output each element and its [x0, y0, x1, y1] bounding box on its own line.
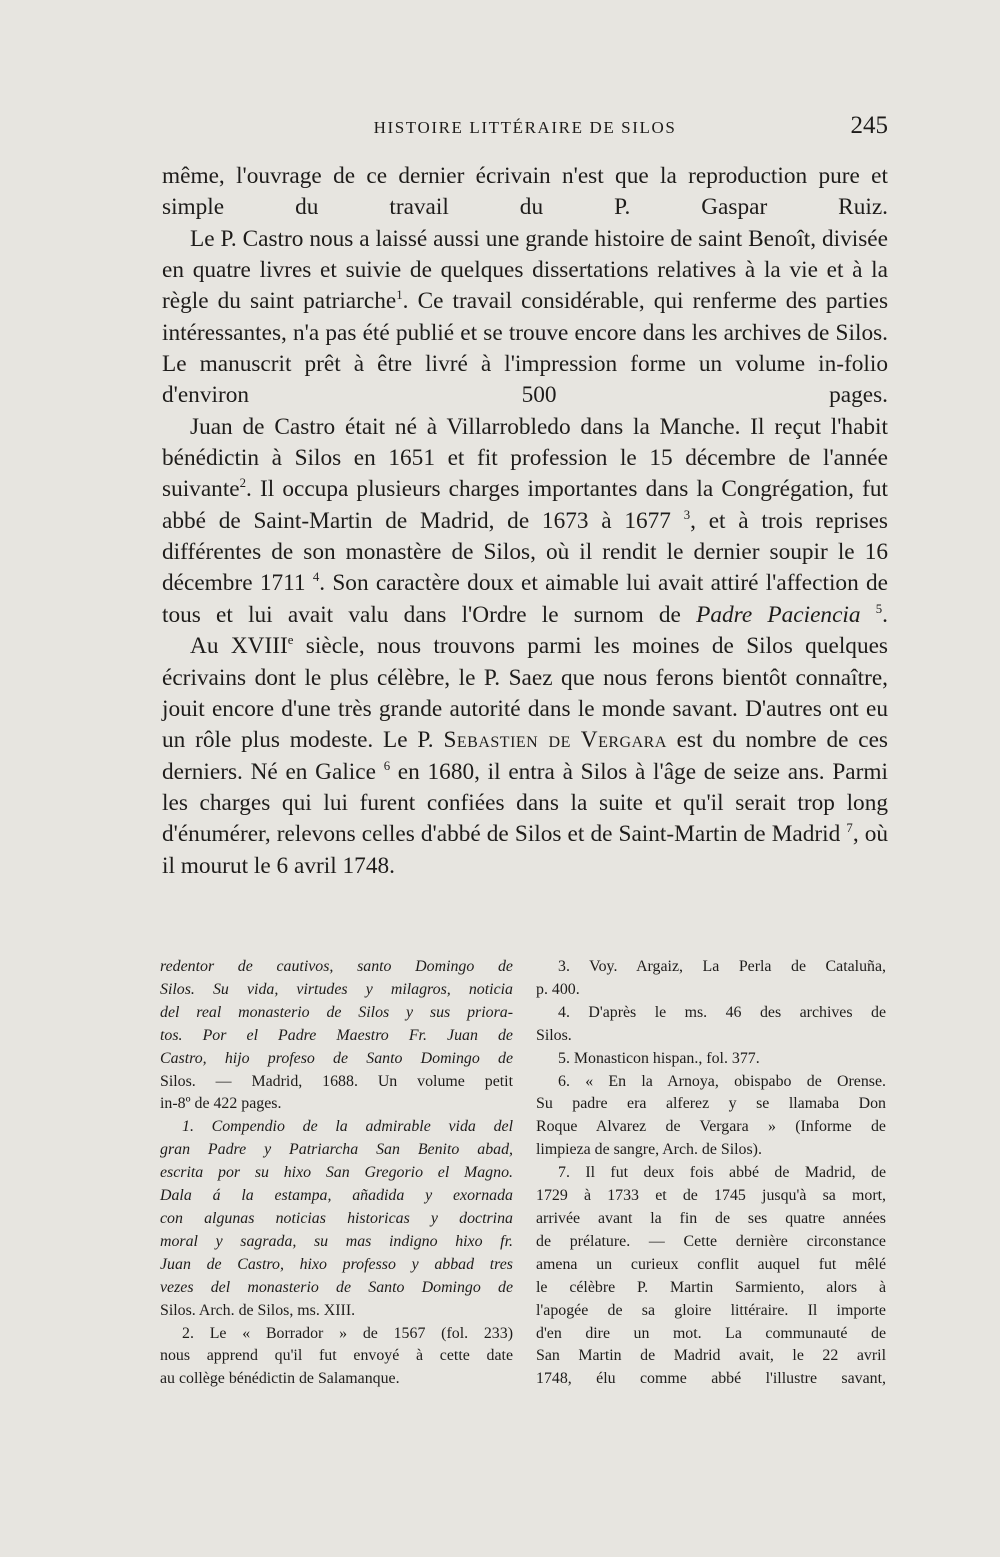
footnote-text: Silos. Su vida, virtudes y milagros, noticia: [160, 980, 513, 998]
text-run: .: [882, 601, 888, 628]
footnote-line: [160, 1002, 513, 1025]
footnote-line: 1729 à 1733 et de 1745 jusqu'à sa mort,: [536, 1187, 886, 1205]
footnote-text: Castro, hijo profeso de Santo Domingo de: [160, 1049, 513, 1067]
footnote-line: Silos. Arch. de Silos, ms. XIII.: [160, 1301, 356, 1319]
footnote-line: Roque Alvarez de Vergara » (Informe de: [536, 1118, 886, 1136]
footnote-line: [160, 1025, 513, 1048]
paragraph-1: [162, 161, 888, 224]
footnote-ref-4[interactable]: 4: [312, 570, 320, 585]
text-run: Juan de Castro était né à Villarrobledo dans la Manche. Il reçut l'habit bénédictin à Silos en 1651 et fit profession le 15 décembre de l'année suivante: [162, 413, 888, 503]
running-title: HISTOIRE LITTÉRAIRE DE SILOS: [373, 118, 677, 137]
footnote-text: escrita por su hixo San Gregorio el Magno.: [160, 1164, 513, 1182]
footnote-line: San Martin de Madrid avait, le 22 avril: [536, 1347, 886, 1365]
footnote-line: [160, 1208, 513, 1231]
footnote-ref-2[interactable]: 2: [239, 476, 247, 491]
footnote-line: [160, 1254, 513, 1277]
footnote-3: 3. Voy. Argaiz, La Perla de Cataluña,: [558, 958, 886, 975]
footnote-ref-6[interactable]: 6: [383, 758, 391, 773]
page-number: 245: [850, 112, 888, 139]
footnote-ref-7[interactable]: 7: [846, 821, 853, 836]
main-text: [162, 161, 888, 882]
footnote-text: tos. Por el Padre Maestro Fr. Juan de: [160, 1026, 513, 1044]
footnote-text: moral y sagrada, su mas indigno hixo fr.: [160, 1232, 513, 1250]
footnote-line: [160, 1048, 513, 1071]
footnote-line: au collège bénédictin de Salamanque.: [160, 1370, 400, 1388]
footnotes-left-column: [160, 956, 513, 1391]
footnote-5: 5. Monasticon hispan., fol. 377.: [558, 1049, 760, 1067]
paragraph-1-text: même, l'ouvrage de ce dernier écrivain n'est que la reproduction pure et simple du travail du P. Gaspar Ruiz.: [162, 163, 888, 221]
footnote-ref-3[interactable]: 3: [683, 507, 691, 522]
paragraph-3: [162, 412, 888, 631]
footnote-4: 4. D'après le ms. 46 des archives de: [558, 1003, 886, 1021]
footnotes-right-column: [536, 956, 886, 1391]
text-run: siècle, nous trouvons parmi les moines de Silos quelques écrivains dont le plus célèbre, le P. Saez que nous ferons bientôt connaître, jouit encore d'une très grande autorité dans le monde savant. D'autres ont eu un rôle plus modeste. Le P.: [162, 633, 888, 754]
footnote-line: in-8º de 422 pages.: [160, 1095, 282, 1113]
footnote-text: gran Padre y Patriarcha San Benito abad,: [160, 1141, 513, 1159]
superscript-e: e: [287, 633, 294, 648]
paragraph-2: [162, 224, 888, 412]
footnote-line: Su padre era alferez y se llamaba Don: [536, 1095, 886, 1113]
italic-title: Padre Paciencia: [696, 601, 861, 628]
footnote-line: p. 400.: [536, 980, 580, 998]
footnote-line: [160, 1139, 513, 1162]
small-caps-name: Sebastien de Vergara: [443, 727, 667, 754]
footnote-line: Silos. — Madrid, 1688. Un volume petit: [160, 1072, 513, 1090]
text-run: , où il mourut le 6 avril 1748.: [162, 821, 889, 879]
footnote-text: 1. Compendio de la admirable vida del: [182, 1118, 513, 1136]
footnote-line: d'en dire un mot. La communauté de: [536, 1324, 886, 1342]
footnote-line: [160, 956, 513, 979]
footnote-text: con algunas noticias historicas y doctrina: [160, 1209, 513, 1227]
footnote-6: 6. « En la Arnoya, obispabo de Orense.: [558, 1072, 886, 1090]
text-run: . Son caractère doux et aimable lui avait attiré l'affection de tous et lui avait valu dans l'Ordre le surnom de: [162, 570, 888, 628]
paragraph-4: [162, 631, 888, 882]
footnote-line: [160, 979, 513, 1002]
footnote-text: Dala á la estampa, añadida y exornada: [160, 1187, 513, 1205]
text-run: . Ce travail considérable, qui renferme des parties intéressantes, n'a pas été publié et se trouve encore dans les archives de Silos. Le manuscrit prêt à être livré à l'impression forme un volume in-folio d'environ 500 pages.: [162, 288, 889, 409]
text-run: Au XVIII: [190, 633, 288, 660]
footnote-line: limpieza de sangre, Arch. de Silos).: [536, 1141, 762, 1159]
footnote-line: arrivée avant la fin de ses quatre années: [536, 1209, 886, 1227]
footnote-7: 7. Il fut deux fois abbé de Madrid, de: [558, 1164, 886, 1182]
footnote-text: vezes del monasterio de Santo Domingo de: [160, 1278, 513, 1296]
footnote-line: l'apogée de sa gloire littéraire. Il importe: [536, 1301, 886, 1319]
footnote-line: le célèbre P. Martin Sarmiento, alors à: [536, 1278, 886, 1296]
text-run: . Il occupa plusieurs charges importantes dans la Congrégation, fut abbé de Saint-Martin de Madrid, de 1673 à 1677: [162, 476, 888, 534]
footnote-line: Silos.: [536, 1026, 572, 1044]
text-run: Le P. Castro nous a laissé aussi une grande histoire de saint Benoît, divisée en quatre livres et suivie de quelques dissertations relatives à la vie et à la règle du saint patriarche: [162, 225, 888, 315]
footnote-line: [160, 1277, 513, 1300]
footnote-line: [160, 1185, 513, 1208]
footnote-text: redentor de cautivos, santo Domingo de: [160, 958, 513, 975]
footnote-1: [160, 1116, 513, 1139]
footnote-2: 2. Le « Borrador » de 1567 (fol. 233): [182, 1324, 513, 1342]
page-header: [162, 112, 888, 142]
footnote-line: de prélature. — Cette dernière circonstance: [536, 1232, 886, 1250]
footnote-line: nous apprend qu'il fut envoyé à cette date: [160, 1347, 513, 1365]
footnote-text: del real monasterio de Silos y sus priora-: [160, 1003, 513, 1021]
text-run: , et à trois reprises différentes de son monastère de Silos, où il rendit le dernier soupir le 16 décembre 1711: [162, 507, 888, 597]
footnote-ref-1[interactable]: 1: [396, 288, 403, 303]
text-run: en 1680, il entra à Silos à l'âge de seize ans. Parmi les charges qui lui furent confiées dans la suite et qu'il serait trop long d'énumérer, relevons celles d'abbé de Silos et de Saint-Martin de Madrid: [162, 758, 888, 848]
footnote-line: amena un curieux conflit auquel fut mêlé: [536, 1255, 886, 1273]
footnote-text: Juan de Castro, hixo professo y abbad tres: [160, 1255, 513, 1273]
footnote-line: 1748, élu comme abbé l'illustre savant,: [536, 1370, 886, 1388]
footnote-line: [160, 1162, 513, 1185]
footnote-ref-5[interactable]: 5: [875, 601, 883, 616]
text-run: est du nombre de ces derniers. Né en Galice: [162, 727, 888, 785]
footnote-line: [160, 1231, 513, 1254]
